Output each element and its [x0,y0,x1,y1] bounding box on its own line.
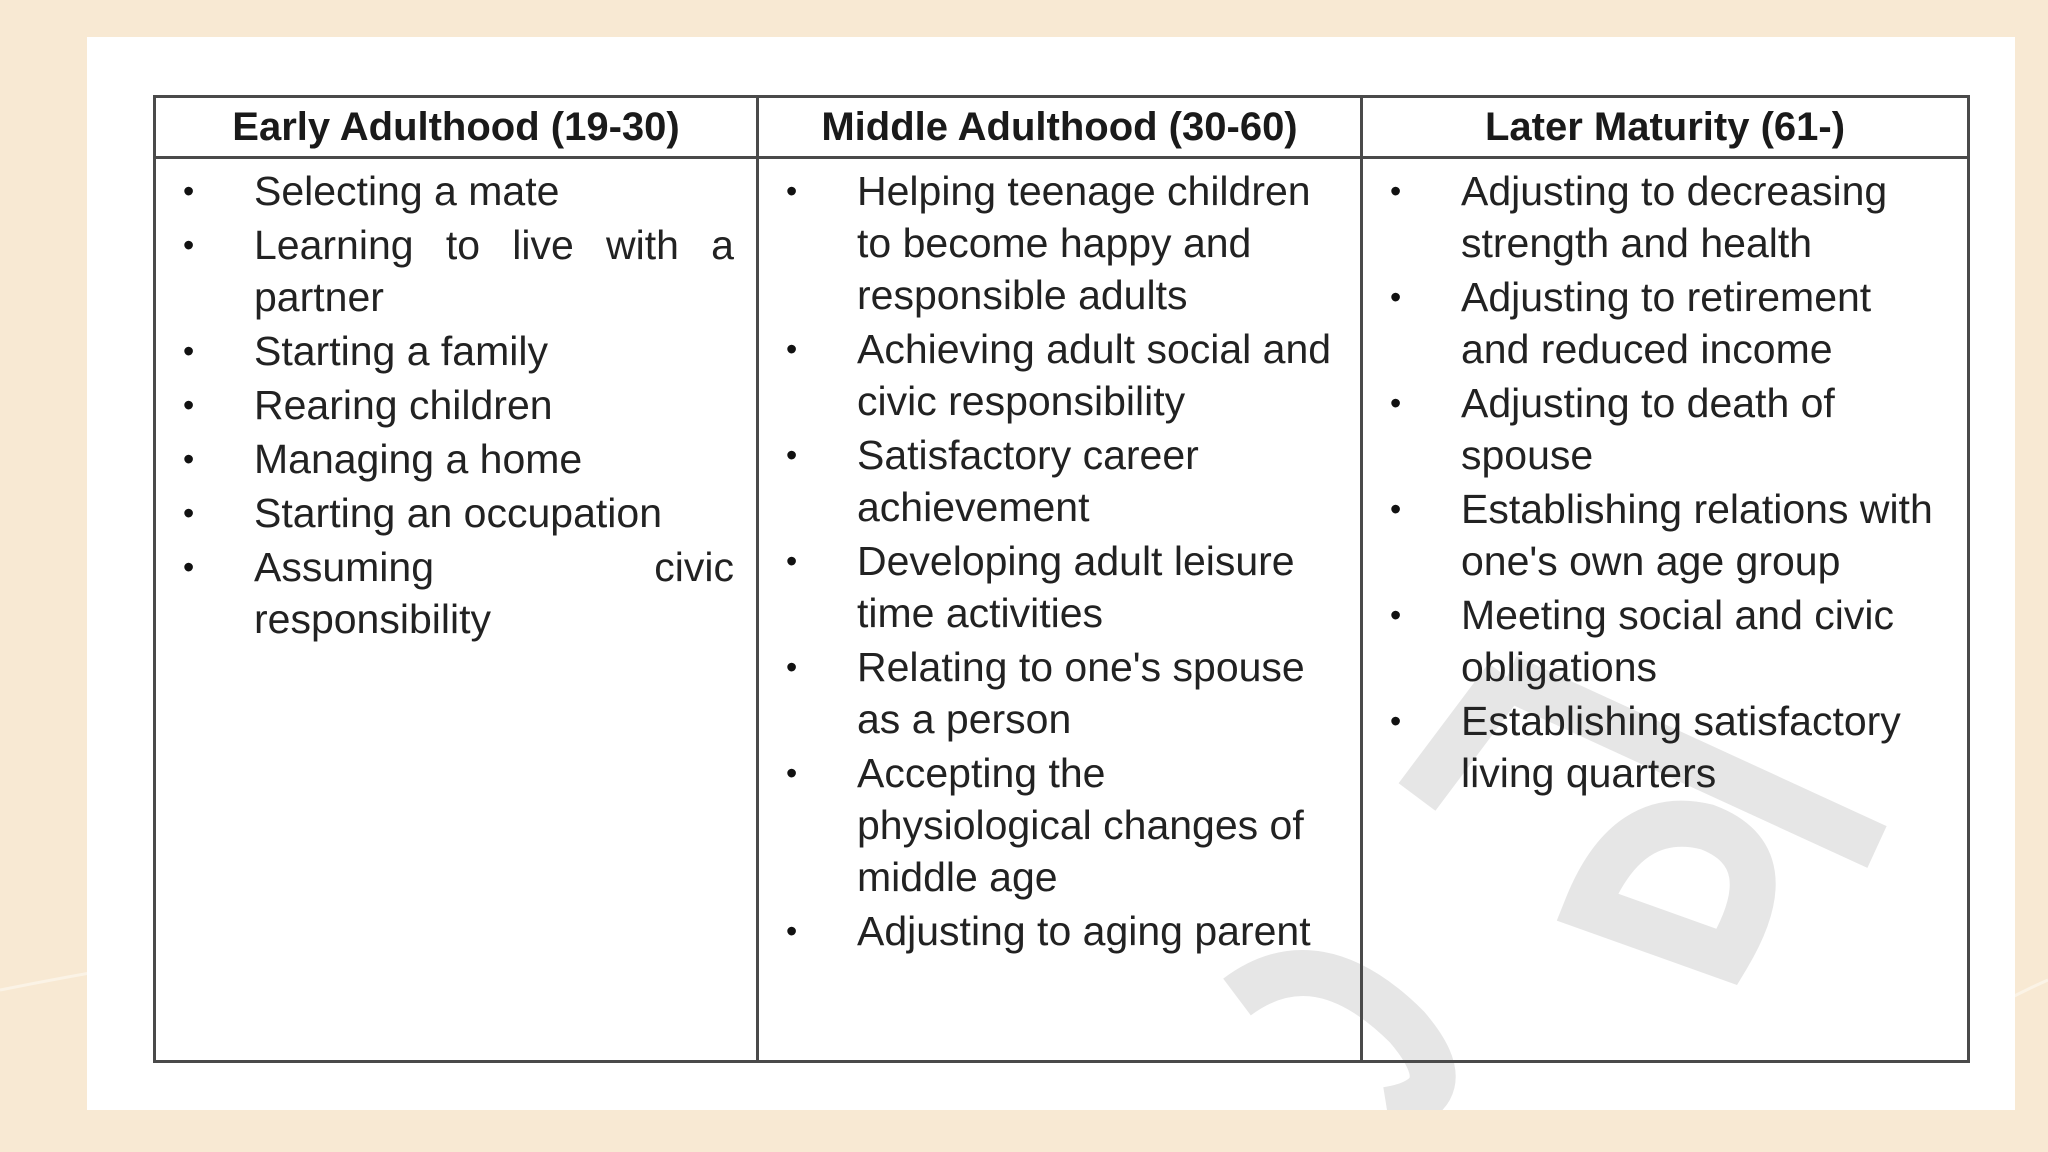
bullet: • [183,227,195,263]
header-row [155,97,1969,158]
early-adulthood-list [176,165,734,645]
list-item [176,433,734,485]
task-text: Establishing relations with one's own age group [1461,486,1933,584]
list-item [779,165,1338,321]
task-text: Starting an occupation [254,490,662,536]
list-item [779,535,1338,639]
bullet: • [1390,173,1402,209]
bullet: • [183,549,195,585]
middle-adulthood-list [779,165,1338,957]
bullet: • [1390,703,1402,739]
bullet: • [183,387,195,423]
bullet: • [786,913,798,949]
bullet: • [786,331,798,367]
task-text: Adjusting to aging parent [857,908,1311,954]
list-item [779,641,1338,745]
content-row [155,158,1969,1062]
list-item [779,429,1338,533]
bullet: • [1390,491,1402,527]
bullet: • [786,543,798,579]
list-item [176,379,734,431]
bullet: • [786,649,798,685]
list-item [176,541,734,645]
bullet: • [786,755,798,791]
middle-adulthood-cell [758,158,1362,1062]
bullet: • [786,437,798,473]
task-text: Starting a family [254,328,548,374]
list-item [1383,589,1945,693]
task-text: Satisfactory career achievement [857,432,1199,530]
bullet: • [183,333,195,369]
task-text: Assuming civic responsibility [254,544,734,642]
developmental-tasks-table [153,95,1970,1063]
column-header-later-maturity: Later Maturity (61-) [1362,97,1969,158]
list-item [1383,695,1945,799]
task-text: Relating to one's spouse as a person [857,644,1305,742]
list-item [176,487,734,539]
column-header-early-adulthood: Early Adulthood (19-30) [155,97,758,158]
bullet: • [1390,279,1402,315]
bullet: • [786,173,798,209]
bullet: • [183,495,195,531]
task-text: Adjusting to retirement and reduced income [1461,274,1872,372]
later-maturity-list [1383,165,1945,799]
list-item [176,165,734,217]
list-item [1383,271,1945,375]
task-text: Adjusting to decreasing strength and health [1461,168,1888,266]
task-text: Learning to live with a partner [254,222,734,320]
task-text: Adjusting to death of spouse [1461,380,1835,478]
bullet: • [1390,385,1402,421]
task-text: Selecting a mate [254,168,560,214]
list-item [1383,165,1945,269]
document-sheet [87,37,2015,1110]
list-item [779,747,1338,903]
bullet: • [1390,597,1402,633]
task-text: Achieving adult social and civic responsibility [857,326,1332,424]
early-adulthood-cell [155,158,758,1062]
list-item [1383,377,1945,481]
task-text: Meeting social and civic obligations [1461,592,1894,690]
later-maturity-cell [1362,158,1969,1062]
bullet: • [183,441,195,477]
task-text: Helping teenage children to become happy and responsible adults [857,168,1311,318]
bullet: • [183,173,195,209]
list-item [176,219,734,323]
list-item [779,905,1338,957]
list-item [176,325,734,377]
list-item [1383,483,1945,587]
task-text: Rearing children [254,382,553,428]
task-text: Developing adult leisure time activities [857,538,1295,636]
task-text: Establishing satisfactory living quarters [1461,698,1901,796]
list-item [779,323,1338,427]
task-text: Accepting the physiological changes of middle age [857,750,1304,900]
column-header-middle-adulthood: Middle Adulthood (30-60) [758,97,1362,158]
task-text: Managing a home [254,436,583,482]
